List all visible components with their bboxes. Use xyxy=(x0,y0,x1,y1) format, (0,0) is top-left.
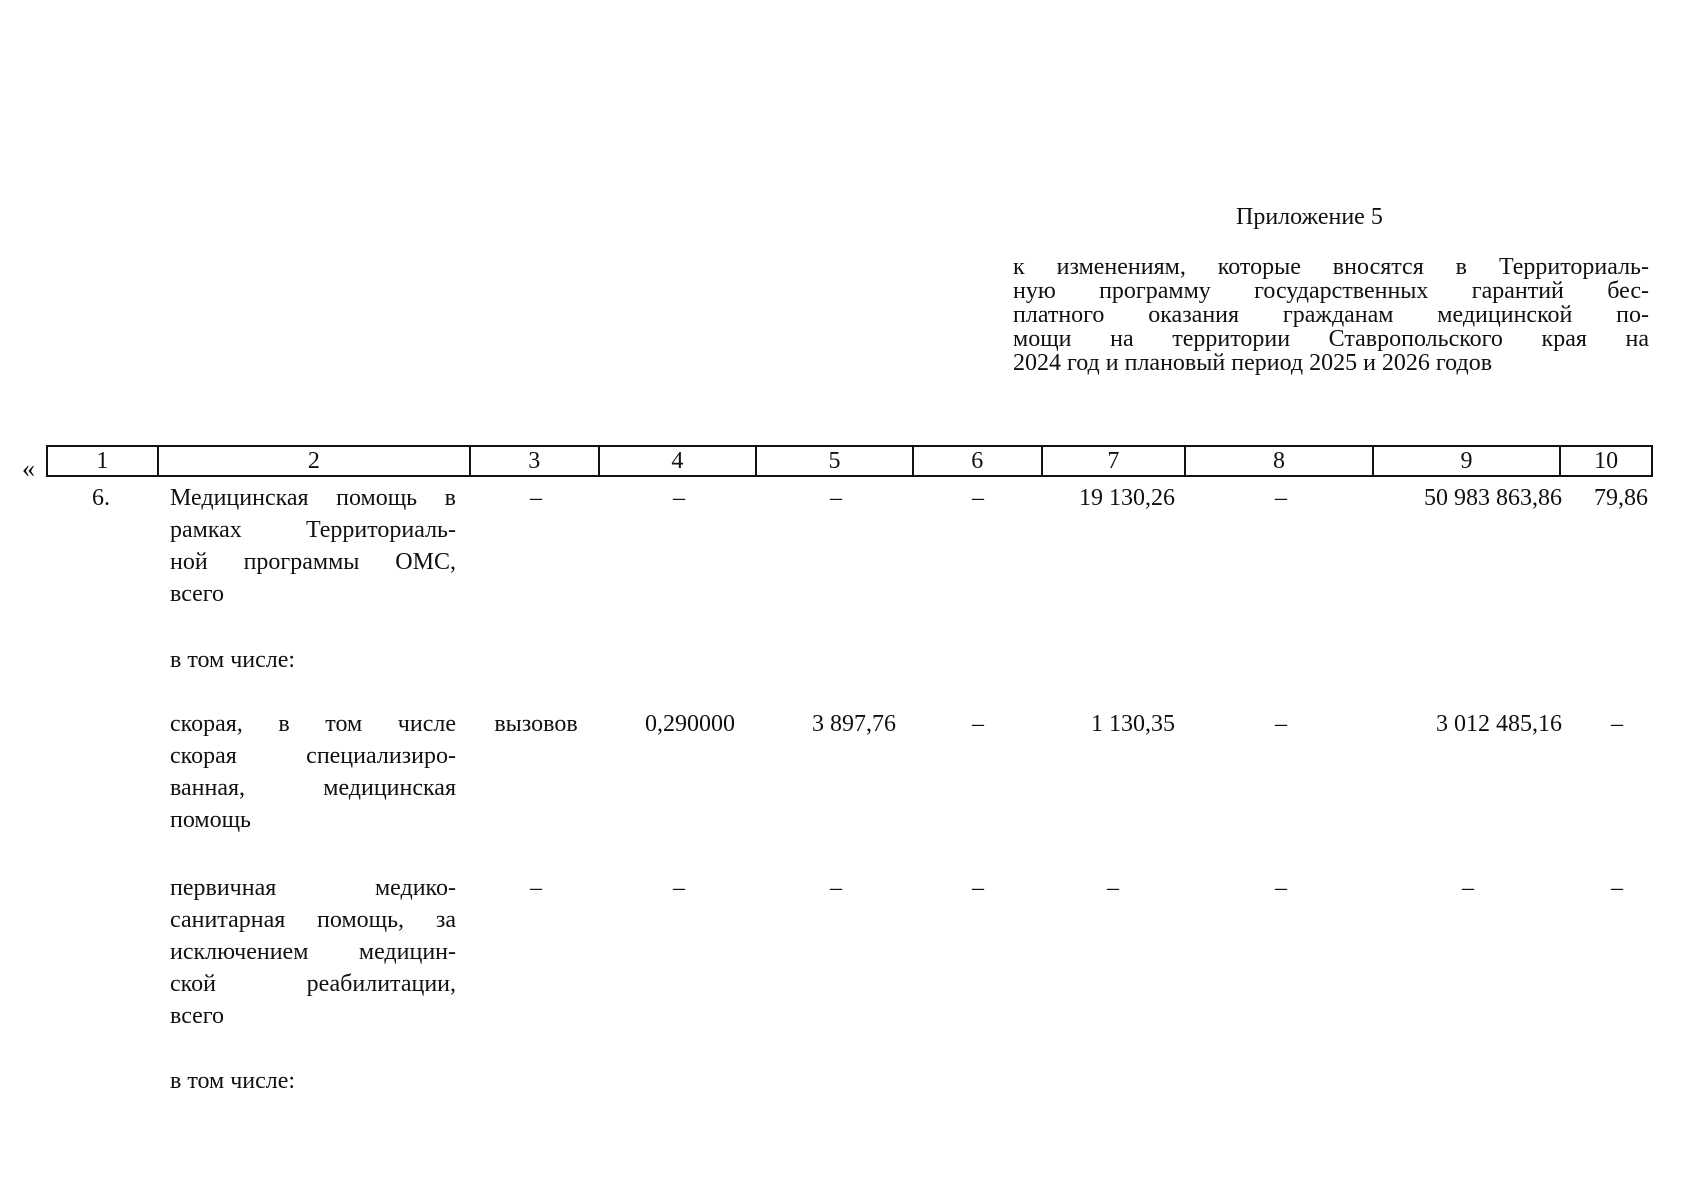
description-line: скорая, в том числе xyxy=(170,711,456,737)
subtitle-line: 2024 год и плановый период 2025 и 2026 годов xyxy=(1013,350,1493,376)
description-line: Медицинская помощь в xyxy=(170,485,456,511)
appendix-subtitle xyxy=(1013,255,1649,375)
description-line: первичная медико- xyxy=(170,875,456,901)
cell-col6: – xyxy=(972,711,984,737)
description-line: ской реабилитации, xyxy=(170,971,456,997)
cell-col3: – xyxy=(530,875,542,901)
cell-col9: – xyxy=(1462,875,1474,901)
cell-col5: 3 897,76 xyxy=(812,711,896,737)
cell-col7: 1 130,35 xyxy=(1091,711,1175,737)
header-cell: 4 xyxy=(600,447,758,475)
cell-col7: – xyxy=(1107,875,1119,901)
subtitle-line: мощи на территории Ставропольского края на xyxy=(1013,326,1649,352)
cell-col6: – xyxy=(972,875,984,901)
cell-col10: – xyxy=(1611,875,1623,901)
cell-col4: – xyxy=(673,485,685,511)
cell-col5: – xyxy=(830,485,842,511)
open-quote: « xyxy=(22,454,35,483)
cell-col9: 50 983 863,86 xyxy=(1424,485,1562,511)
cell-col8: – xyxy=(1275,875,1287,901)
subtitle-line: ную программу государственных гарантий бес- xyxy=(1013,278,1649,304)
appendix-title: Приложение 5 xyxy=(1236,204,1383,230)
header-cell: 10 xyxy=(1594,448,1619,474)
description-line: исключением медицин- xyxy=(170,939,456,965)
header-cell: 3 xyxy=(471,447,600,475)
cell-col4: – xyxy=(673,875,685,901)
description-line: скорая специализиро- xyxy=(170,743,456,769)
header-cell: 9 xyxy=(1374,447,1562,475)
subsection-label: в том числе: xyxy=(170,647,296,673)
description-line: помощь xyxy=(170,807,251,833)
cell-col5: – xyxy=(830,875,842,901)
header-cell: 1 xyxy=(48,447,159,475)
cell-col8: – xyxy=(1275,711,1287,737)
cell-col8: – xyxy=(1275,485,1287,511)
description-line: рамках Территориаль- xyxy=(170,517,456,543)
row-number: 6. xyxy=(92,485,110,511)
description-line: санитарная помощь, за xyxy=(170,907,456,933)
cell-col9: 3 012 485,16 xyxy=(1436,711,1562,737)
cell-col10: 79,86 xyxy=(1594,485,1648,511)
cell-col7: 19 130,26 xyxy=(1079,485,1175,511)
row-description xyxy=(170,708,456,836)
header-cell: 6 xyxy=(914,447,1043,475)
header-cell: 7 xyxy=(1043,447,1187,475)
description-line: ной программы ОМС, xyxy=(170,549,456,575)
cell-col10: – xyxy=(1611,711,1623,737)
cell-col3: – xyxy=(530,485,542,511)
subtitle-line: к изменениям, которые вносятся в Территориаль- xyxy=(1013,254,1649,280)
cell-col4: 0,290000 xyxy=(645,711,735,737)
row-description xyxy=(170,872,456,1032)
row-description xyxy=(170,482,456,610)
subsection-label: в том числе: xyxy=(170,1068,296,1094)
description-line: ванная, медицинская xyxy=(170,775,456,801)
cell-col3: вызовов xyxy=(494,711,578,737)
description-line: всего xyxy=(170,581,225,607)
header-cell: 8 xyxy=(1186,447,1374,475)
header-cell: 5 xyxy=(757,447,914,475)
cell-col6: – xyxy=(972,485,984,511)
header-cell: 2 xyxy=(159,447,471,475)
subtitle-line: платного оказания гражданам медицинской по- xyxy=(1013,302,1649,328)
description-line: всего xyxy=(170,1003,225,1029)
table-header-row xyxy=(46,445,1653,477)
